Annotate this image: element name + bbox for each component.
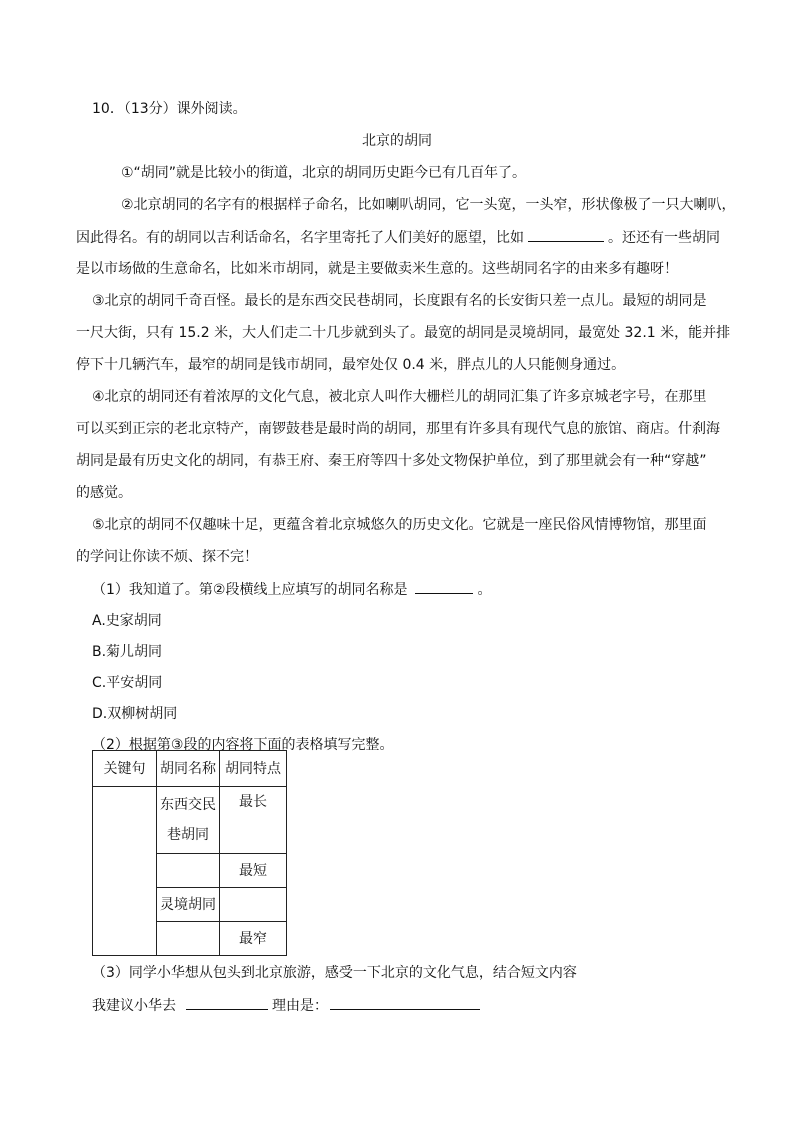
q1-prompt-end: 。 xyxy=(477,582,492,598)
paragraph-3-line-2: 一尺大街，只有 15.2 米，大人们走二十几步就到头了。最宽的胡同是灵境胡同，最宽处 32.1 米，能并排 xyxy=(76,325,731,341)
paragraph-4-line-3: 胡同是最有历史文化的胡同，有恭王府、秦王府等四十多处文物保护单位，到了那里就会有一种“穿越” xyxy=(76,453,707,469)
paragraph-4-line-1: ④北京的胡同还有着浓厚的文化气息，被北京人叫作大栅栏儿的胡同汇集了许多京城老字号，在那里 xyxy=(92,389,707,405)
paragraph-4-line-2: 可以买到正宗的老北京特产，南锣鼓巷是最时尚的胡同，那里有许多具有现代气息的旅馆、商店。什刹海 xyxy=(76,421,720,437)
q1-option-b[interactable]: B.菊儿胡同 xyxy=(92,644,163,660)
table-cell-name-4[interactable] xyxy=(157,922,220,956)
paragraph-4-line-4: 的感觉。 xyxy=(76,485,132,501)
table-cell-name-3: 灵境胡同 xyxy=(157,888,220,922)
table-header-key-sentence: 关键句 xyxy=(93,751,157,787)
paragraph-5-line-1: ⑤北京的胡同不仅趣味十足，更蕴含着北京城悠久的历史文化。它就是一座民俗风情博物馆，那里面 xyxy=(92,517,707,533)
table-cell-name-1-line-2: 巷胡同 xyxy=(167,827,209,843)
passage-title: 北京的胡同 xyxy=(362,133,432,149)
table-cell-name-1 xyxy=(157,787,220,854)
q1-option-d[interactable]: D.双柳树胡同 xyxy=(92,706,178,722)
q3-answer-line xyxy=(92,995,484,1016)
paragraph-5-line-2: 的学问让你读不烦、探不完！ xyxy=(76,549,258,565)
q1-option-c[interactable]: C.平安胡同 xyxy=(92,675,163,691)
q2-table xyxy=(92,750,287,956)
q3-reason-label: 理由是： xyxy=(272,998,328,1014)
table-cell-key-sentence[interactable] xyxy=(93,787,157,956)
answer-blank-p2[interactable] xyxy=(528,227,604,242)
table-cell-trait-1: 最长 xyxy=(220,787,287,854)
paragraph-3-line-1: ③北京的胡同千奇百怪。最长的是东西交民巷胡同，长度跟有名的长安街只差一点儿。最短的胡同是 xyxy=(92,293,707,309)
paragraph-2-line-2 xyxy=(76,227,720,248)
answer-blank-reason[interactable] xyxy=(330,995,480,1010)
answer-blank-q1[interactable] xyxy=(415,579,473,594)
q3-prompt: （3）同学小华想从包头到北京旅游，感受一下北京的文化气息，结合短文内容 xyxy=(92,965,577,981)
q1-prompt-text: （1）我知道了。第②段横线上应填写的胡同名称是 xyxy=(92,582,408,598)
table-cell-trait-3[interactable] xyxy=(220,888,287,922)
paragraph-2-line-2-text: 因此得名。有的胡同以吉利话命名，名字里寄托了人们美好的愿望，比如 xyxy=(76,230,524,246)
paragraph-2-line-3: 是以市场做的生意命名，比如米市胡同，就是主要做卖米生意的。这些胡同名字的由来多有趣呀！ xyxy=(76,261,678,277)
table-header-hutong-name: 胡同名称 xyxy=(157,751,220,787)
q1-option-a[interactable]: A.史家胡同 xyxy=(92,613,162,629)
paragraph-3-line-3: 停下十几辆汽车，最窄的胡同是钱市胡同，最窄处仅 0.4 米，胖点儿的人只能侧身通过。 xyxy=(76,357,626,373)
table-header-hutong-trait: 胡同特点 xyxy=(220,751,287,787)
paragraph-2-line-2-tail: 。还还有一些胡同 xyxy=(608,230,720,246)
table-cell-trait-4: 最窄 xyxy=(220,922,287,956)
q2-prompt: （2）根据第③段的内容将下面的表格填写完整。 xyxy=(92,737,394,753)
answer-blank-destination[interactable] xyxy=(186,995,268,1010)
table-cell-name-1-line-1: 东西交民 xyxy=(160,797,216,813)
question-header: 10．（13分）课外阅读。 xyxy=(92,101,247,117)
paragraph-1: ①“胡同”就是比较小的街道，北京的胡同历史距今已有几百年了。 xyxy=(121,165,527,181)
paragraph-2-line-1: ②北京胡同的名字有的根据样子命名，比如喇叭胡同，它一头宽，一头窄，形状像极了一只大喇叭， xyxy=(121,197,736,213)
table-cell-trait-2: 最短 xyxy=(220,854,287,888)
table-cell-name-2[interactable] xyxy=(157,854,220,888)
q3-suggest-label: 我建议小华去 xyxy=(92,998,176,1014)
q1-prompt xyxy=(92,579,491,600)
